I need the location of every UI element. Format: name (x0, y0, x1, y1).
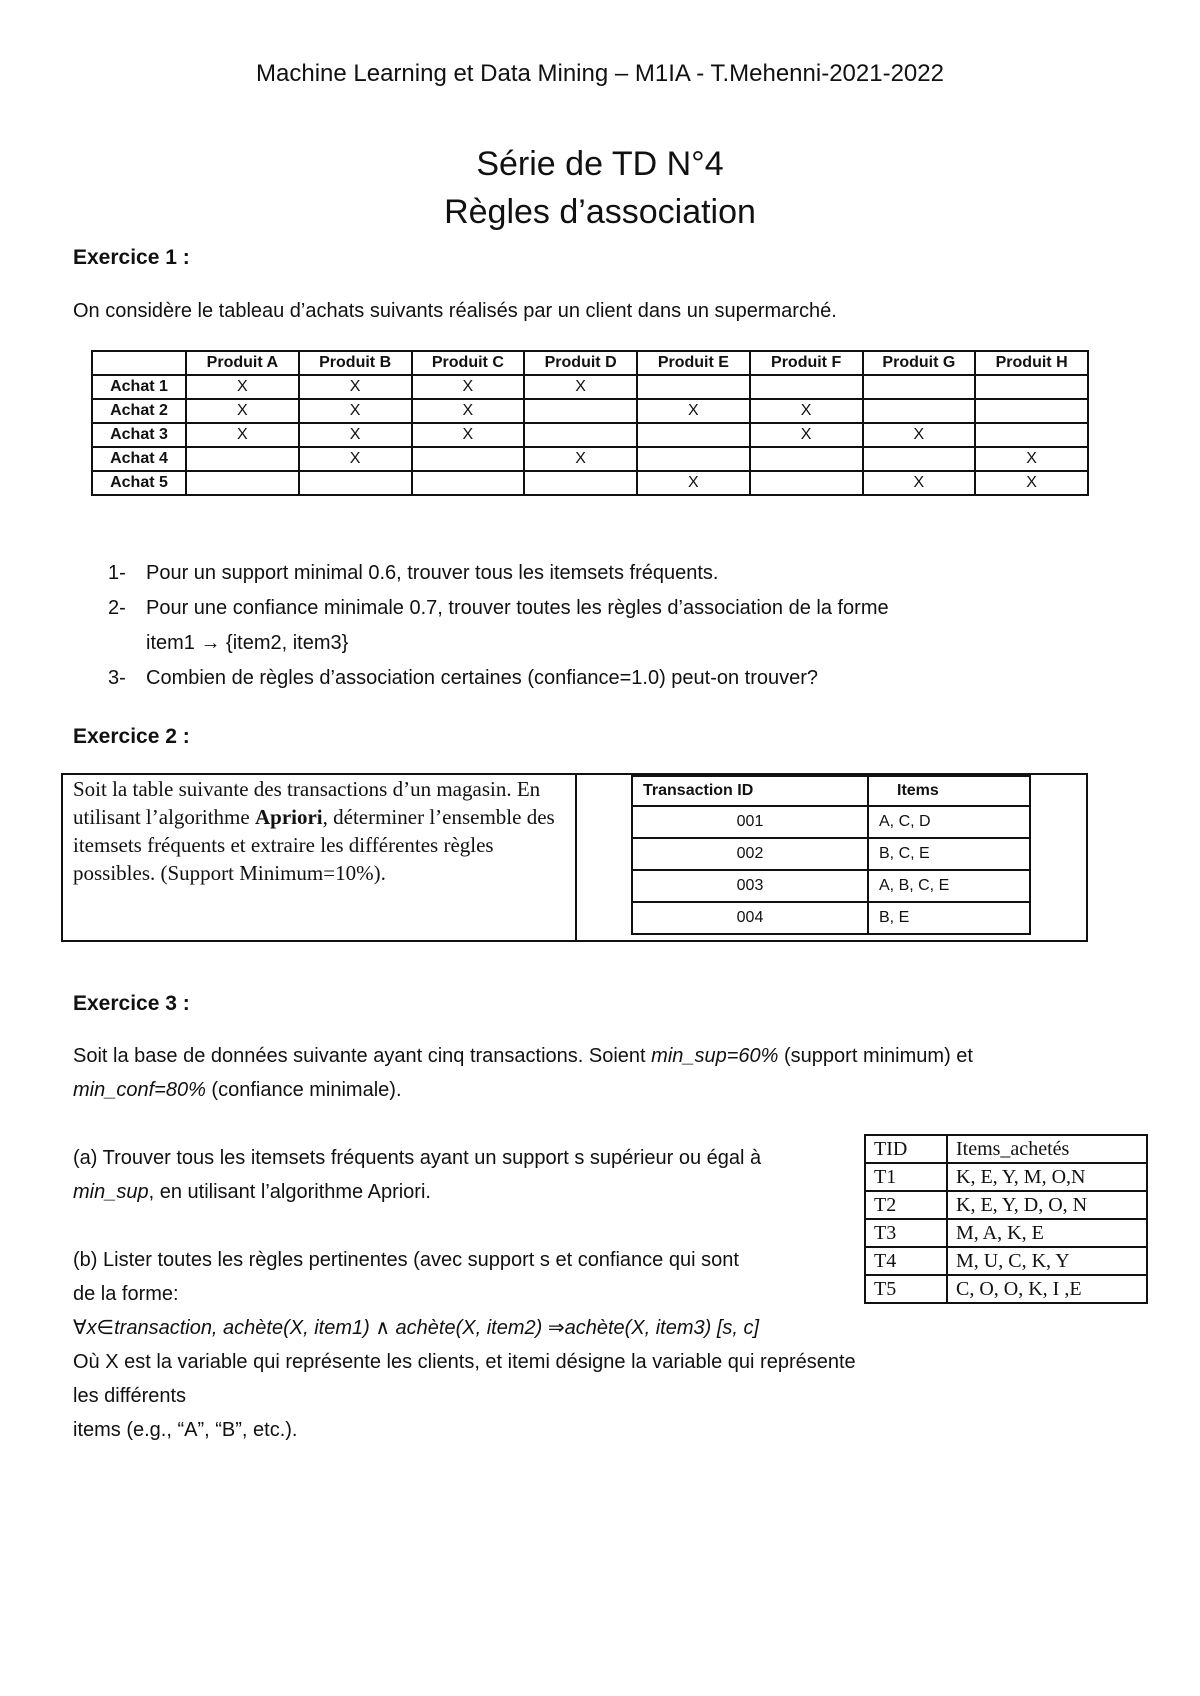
table-cell (637, 375, 750, 399)
tid-table (864, 1134, 1148, 1304)
table-cell: 001 (632, 806, 868, 838)
table-cell (412, 447, 525, 471)
min-sup-term: min_sup (73, 1181, 149, 1203)
exercise-3-intro (73, 1039, 1133, 1107)
question-number: 3- (108, 667, 126, 689)
table-cell: T5 (865, 1275, 947, 1303)
exercise-3-heading: Exercice 3 : (73, 992, 190, 1015)
column-header: TID (865, 1135, 947, 1163)
table-cell: T1 (865, 1163, 947, 1191)
question-b-text-b: de la forme: (73, 1283, 179, 1305)
table-header-row (632, 776, 1030, 806)
table-cell: M, U, C, K, Y (947, 1247, 1147, 1275)
column-header: Produit H (975, 351, 1088, 375)
table-row (92, 423, 1088, 447)
table-cell: C, O, O, K, I ,E (947, 1275, 1147, 1303)
table-row (92, 471, 1088, 495)
column-header: Produit G (863, 351, 976, 375)
table-cell (186, 447, 299, 471)
table-row (92, 399, 1088, 423)
question-formula: item1 → {item2, item3} (146, 632, 349, 654)
column-header: Produit F (750, 351, 863, 375)
table-cell: T2 (865, 1191, 947, 1219)
table-cell: X (186, 423, 299, 447)
exercise-2-text (73, 775, 573, 887)
table-cell (524, 471, 637, 495)
column-header: Transaction ID (632, 776, 868, 806)
page-title: Série de TD N°4 (476, 145, 724, 183)
exercise-2-heading: Exercice 2 : (73, 725, 190, 748)
question-item (108, 556, 1008, 591)
table-cell: X (412, 423, 525, 447)
column-header: Produit C (412, 351, 525, 375)
column-header: Items (868, 776, 1030, 806)
table-row (92, 447, 1088, 471)
row-label: Achat 2 (92, 399, 186, 423)
table-cell: T4 (865, 1247, 947, 1275)
exercise-1-intro: On considère le tableau d’achats suivants réalisés par un client dans un supermarché. (73, 300, 837, 322)
table-cell (750, 375, 863, 399)
table-row (865, 1219, 1147, 1247)
table-cell (975, 375, 1088, 399)
min-sup-term: min_sup=60% (651, 1045, 779, 1067)
table-cell (975, 399, 1088, 423)
apriori-term: Apriori (254, 805, 323, 829)
table-cell: 003 (632, 870, 868, 902)
table-cell: X (637, 399, 750, 423)
table-cell: X (299, 399, 412, 423)
table-row (865, 1191, 1147, 1219)
exercise-3-question-a (73, 1141, 863, 1209)
table-row (632, 902, 1030, 934)
question-text: Combien de règles d’association certaines (confiance=1.0) peut-on trouver? (146, 667, 819, 689)
table-cell: X (975, 471, 1088, 495)
table-cell: X (975, 447, 1088, 471)
page-header: Machine Learning et Data Mining – M1IA - T.Mehenni-2021-2022 (256, 60, 944, 87)
table-cell: X (863, 423, 976, 447)
intro-text-c: (confiance minimale). (205, 1079, 402, 1101)
table-cell (186, 471, 299, 495)
table-cell: X (412, 375, 525, 399)
page-subtitle: Règles d’association (444, 193, 756, 231)
table-row (632, 870, 1030, 902)
table-cell (750, 447, 863, 471)
table-cell (975, 423, 1088, 447)
transactions-table (631, 775, 1031, 935)
table-cell (863, 375, 976, 399)
exercise-3-question-b (73, 1243, 863, 1447)
column-header: Produit E (637, 351, 750, 375)
table-cell: K, E, Y, D, O, N (947, 1191, 1147, 1219)
table-cell: A, C, D (868, 806, 1030, 838)
row-label: Achat 3 (92, 423, 186, 447)
question-item (108, 661, 1008, 696)
table-header-row (865, 1135, 1147, 1163)
row-label: Achat 1 (92, 375, 186, 399)
exercise-2-text-b: , déterminer l’ensemble des itemsets fréquents et extraire les différentes règles possibles. (Support Minimum=10%). (73, 805, 555, 885)
table-row (865, 1163, 1147, 1191)
min-conf-term: min_conf=80% (73, 1079, 206, 1101)
table-corner-cell (92, 351, 186, 375)
question-a-text: (a) Trouver tous les itemsets fréquents ayant un support s supérieur ou égal à (73, 1147, 762, 1169)
table-row (632, 838, 1030, 870)
table-row (865, 1247, 1147, 1275)
table-cell: 004 (632, 902, 868, 934)
table-cell (412, 471, 525, 495)
row-label: Achat 4 (92, 447, 186, 471)
table-cell (637, 447, 750, 471)
table-cell (637, 423, 750, 447)
table-cell (863, 399, 976, 423)
column-header: Items_achetés (947, 1135, 1147, 1163)
table-header-row (92, 351, 1088, 375)
question-number: 1- (108, 562, 126, 584)
exercise-2-box (61, 773, 1088, 942)
table-cell: X (186, 375, 299, 399)
table-cell: M, A, K, E (947, 1219, 1147, 1247)
column-header: Produit A (186, 351, 299, 375)
column-header: Produit D (524, 351, 637, 375)
table-cell: B, E (868, 902, 1030, 934)
table-cell: A, B, C, E (868, 870, 1030, 902)
table-cell: X (863, 471, 976, 495)
table-cell: X (412, 399, 525, 423)
note-line-1: Où X est la variable qui représente les clients, et itemi désigne la variable qui représente les différents (73, 1351, 856, 1407)
table-cell: X (299, 447, 412, 471)
table-cell: X (524, 375, 637, 399)
table-row (865, 1275, 1147, 1303)
purchases-table (91, 350, 1089, 496)
table-cell: B, C, E (868, 838, 1030, 870)
question-item (108, 591, 1008, 661)
question-a-text-b: , en utilisant l’algorithme Apriori. (148, 1181, 431, 1203)
table-cell: 002 (632, 838, 868, 870)
table-cell: X (299, 375, 412, 399)
exercise-2-text-a: Soit la table suivante des transactions d’un magasin. En utilisant l’algorithme (73, 777, 541, 829)
intro-text-b: (support minimum) et (778, 1045, 973, 1067)
table-row (92, 375, 1088, 399)
table-cell (524, 399, 637, 423)
exercise-1-questions (108, 556, 1008, 696)
rule-formula: ∀x∈transaction, achète(X, item1) ∧ achète(X, item2) ⇒achète(X, item3) [s, c] (73, 1317, 760, 1339)
table-cell: K, E, Y, M, O,N (947, 1163, 1147, 1191)
table-cell (750, 471, 863, 495)
table-cell: T3 (865, 1219, 947, 1247)
question-text: Pour un support minimal 0.6, trouver tous les itemsets fréquents. (146, 562, 719, 584)
column-header: Produit B (299, 351, 412, 375)
table-row (632, 806, 1030, 838)
table-cell (299, 471, 412, 495)
table-cell: X (750, 423, 863, 447)
box-divider (575, 775, 577, 940)
table-cell: X (637, 471, 750, 495)
table-cell (524, 423, 637, 447)
question-b-text: (b) Lister toutes les règles pertinentes (avec support s et confiance qui sont (73, 1249, 739, 1271)
table-cell (863, 447, 976, 471)
table-cell: X (524, 447, 637, 471)
table-cell: X (750, 399, 863, 423)
table-cell: X (299, 423, 412, 447)
intro-text-a: Soit la base de données suivante ayant cinq transactions. Soient (73, 1045, 652, 1067)
note-line-2: items (e.g., “A”, “B”, etc.). (73, 1419, 298, 1441)
question-text: Pour une confiance minimale 0.7, trouver toutes les règles d’association de la forme (146, 597, 889, 619)
table-cell: X (186, 399, 299, 423)
row-label: Achat 5 (92, 471, 186, 495)
question-number: 2- (108, 597, 126, 619)
exercise-1-heading: Exercice 1 : (73, 246, 190, 269)
